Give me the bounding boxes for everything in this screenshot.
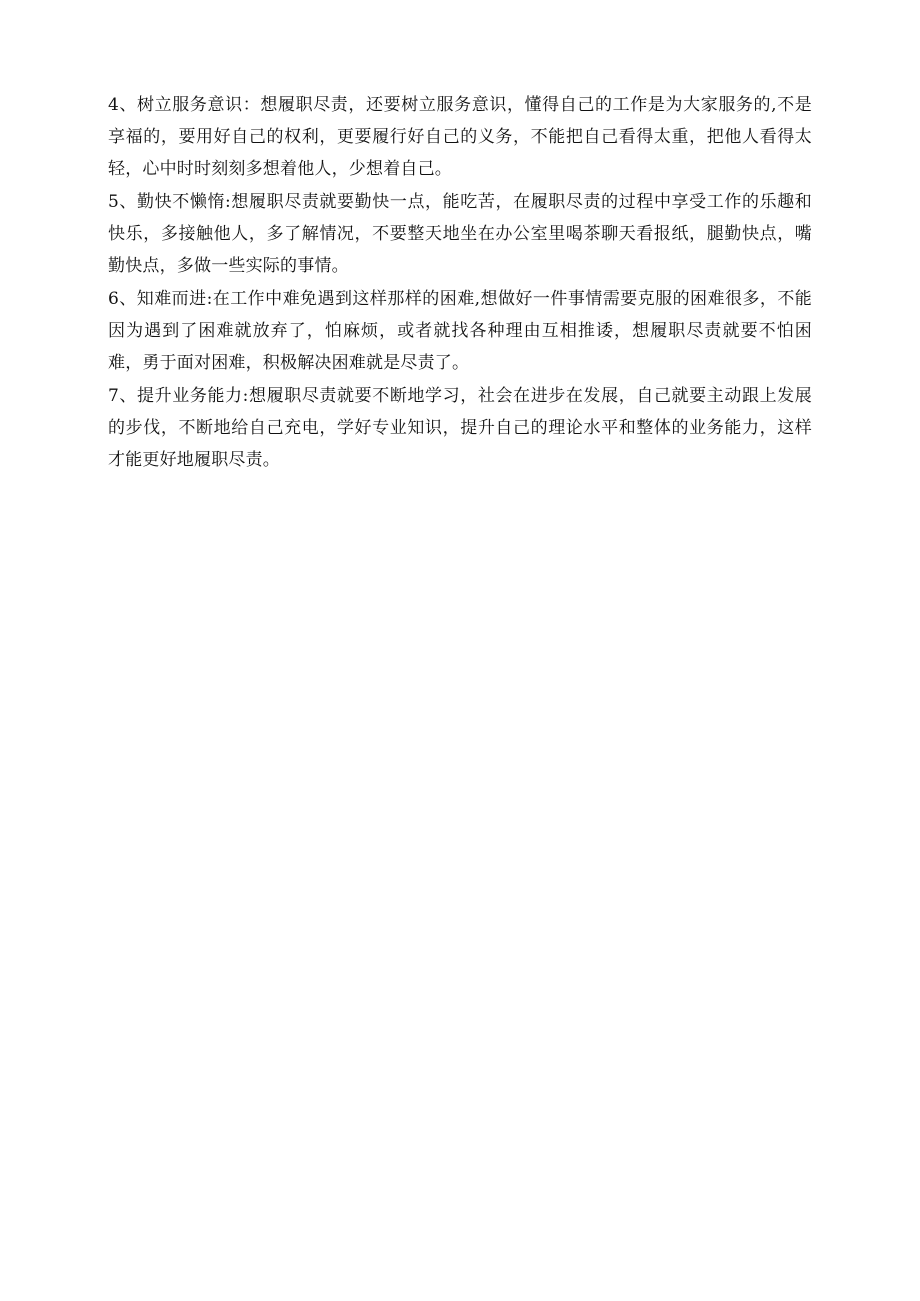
document-body	[108, 89, 812, 477]
paragraph-face-difficulties: 6、知难而进:在工作中难免遇到这样那样的困难,想做好一件事情需要克服的困难很多，不能因为遇到了困难就放弃了，怕麻烦，或者就找各种理由互相推诿，想履职尽责就要不怕困难，勇于面对困难，积极解决困难就是尽责了。	[108, 289, 812, 373]
paragraph-service-awareness: 4、树立服务意识：想履职尽责，还要树立服务意识，懂得自己的工作是为大家服务的,不是享福的，要用好自己的权利，更要履行好自己的义务，不能把自己看得太重，把他人看得太轻，心中时时刻刻多想着他人，少想着自己。	[108, 95, 812, 179]
paragraph-diligence: 5、勤快不懒惰:想履职尽责就要勤快一点，能吃苦，在履职尽责的过程中享受工作的乐趣和快乐，多接触他人，多了解情况，不要整天地坐在办公室里喝茶聊天看报纸，腿勤快点，嘴勤快点，多做一些实际的事情。	[108, 192, 812, 276]
paragraph-improve-skills: 7、提升业务能力:想履职尽责就要不断地学习，社会在进步在发展，自己就要主动跟上发展的步伐，不断地给自己充电，学好专业知识，提升自己的理论水平和整体的业务能力，这样才能更好地履职尽责。	[108, 386, 812, 470]
